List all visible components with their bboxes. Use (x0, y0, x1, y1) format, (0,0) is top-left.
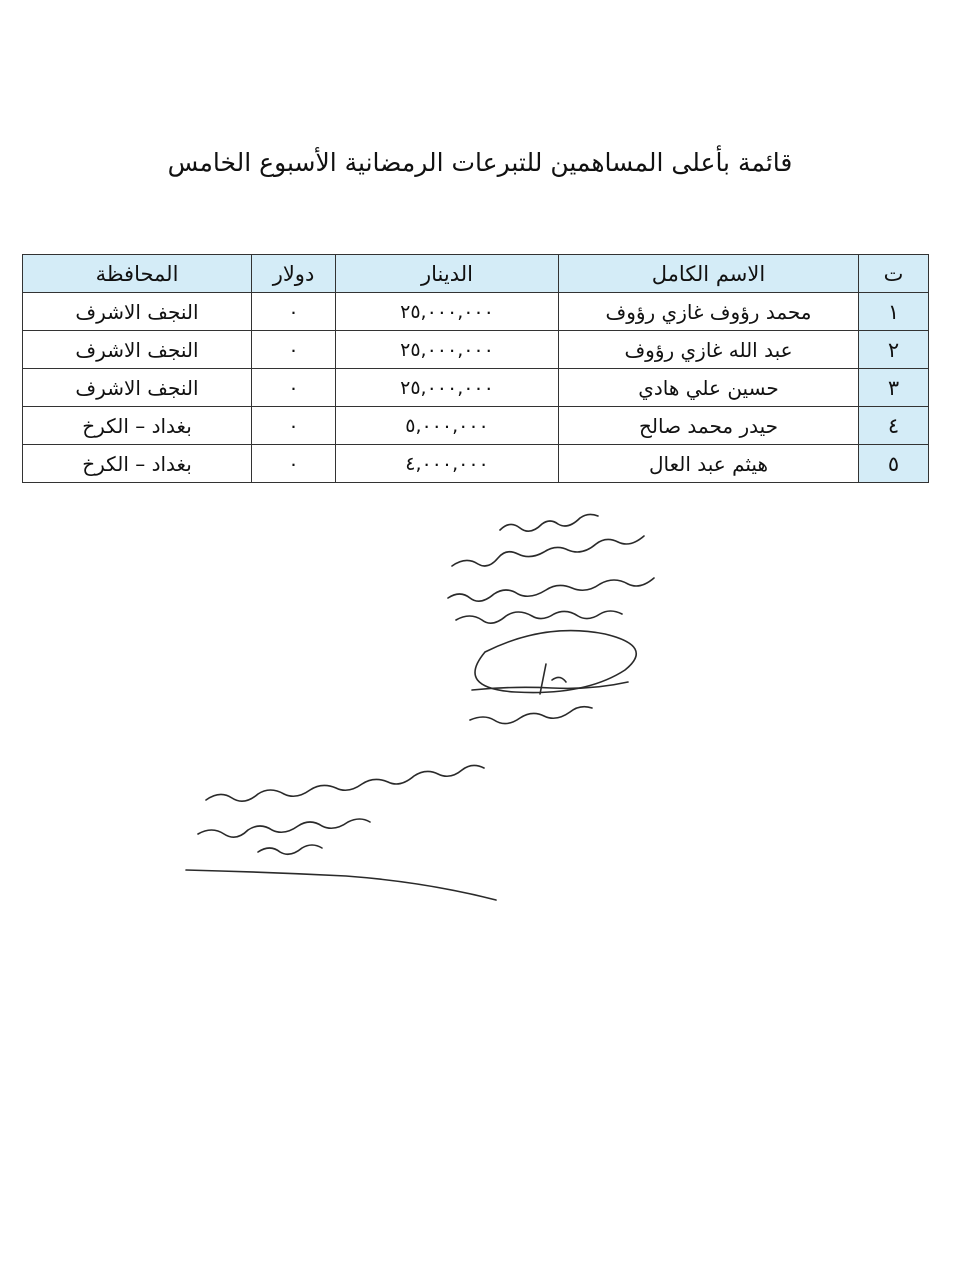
signature (470, 631, 636, 724)
row-name: حسين علي هادي (559, 369, 859, 407)
header-dollar: دولار (252, 255, 336, 293)
row-dinar: ٢٥,٠٠٠,٠٠٠ (336, 293, 559, 331)
row-province: النجف الاشرف (23, 293, 252, 331)
row-index: ١ (859, 293, 929, 331)
row-index: ٢ (859, 331, 929, 369)
row-province: النجف الاشرف (23, 331, 252, 369)
row-dollar: ٠ (252, 293, 336, 331)
row-dollar: ٠ (252, 445, 336, 483)
handwritten-thanks (448, 514, 654, 623)
row-dollar: ٠ (252, 407, 336, 445)
header-index: ت (859, 255, 929, 293)
row-dollar: ٠ (252, 369, 336, 407)
header-dinar: الدينار (336, 255, 559, 293)
document-title: قائمة بأعلى المساهمين للتبرعات الرمضانية الأسبوع الخامس (167, 148, 793, 177)
row-index: ٤ (859, 407, 929, 445)
row-name: هيثم عبد العال (559, 445, 859, 483)
row-province: بغداد – الكرخ (23, 445, 252, 483)
handwritten-remark (186, 765, 496, 900)
row-name: محمد رؤوف غازي رؤوف (559, 293, 859, 331)
row-province: بغداد – الكرخ (23, 407, 252, 445)
row-dollar: ٠ (252, 331, 336, 369)
row-dinar: ٤,٠٠٠,٠٠٠ (336, 445, 559, 483)
header-province: المحافظة (23, 255, 252, 293)
row-province: النجف الاشرف (23, 369, 252, 407)
row-index: ٥ (859, 445, 929, 483)
row-index: ٣ (859, 369, 929, 407)
row-name: عبد الله غازي رؤوف (559, 331, 859, 369)
row-dinar: ٢٥,٠٠٠,٠٠٠ (336, 369, 559, 407)
header-name: الاسم الكامل (559, 255, 859, 293)
row-dinar: ٢٥,٠٠٠,٠٠٠ (336, 331, 559, 369)
row-dinar: ٥,٠٠٠,٠٠٠ (336, 407, 559, 445)
row-name: حيدر محمد صالح (559, 407, 859, 445)
